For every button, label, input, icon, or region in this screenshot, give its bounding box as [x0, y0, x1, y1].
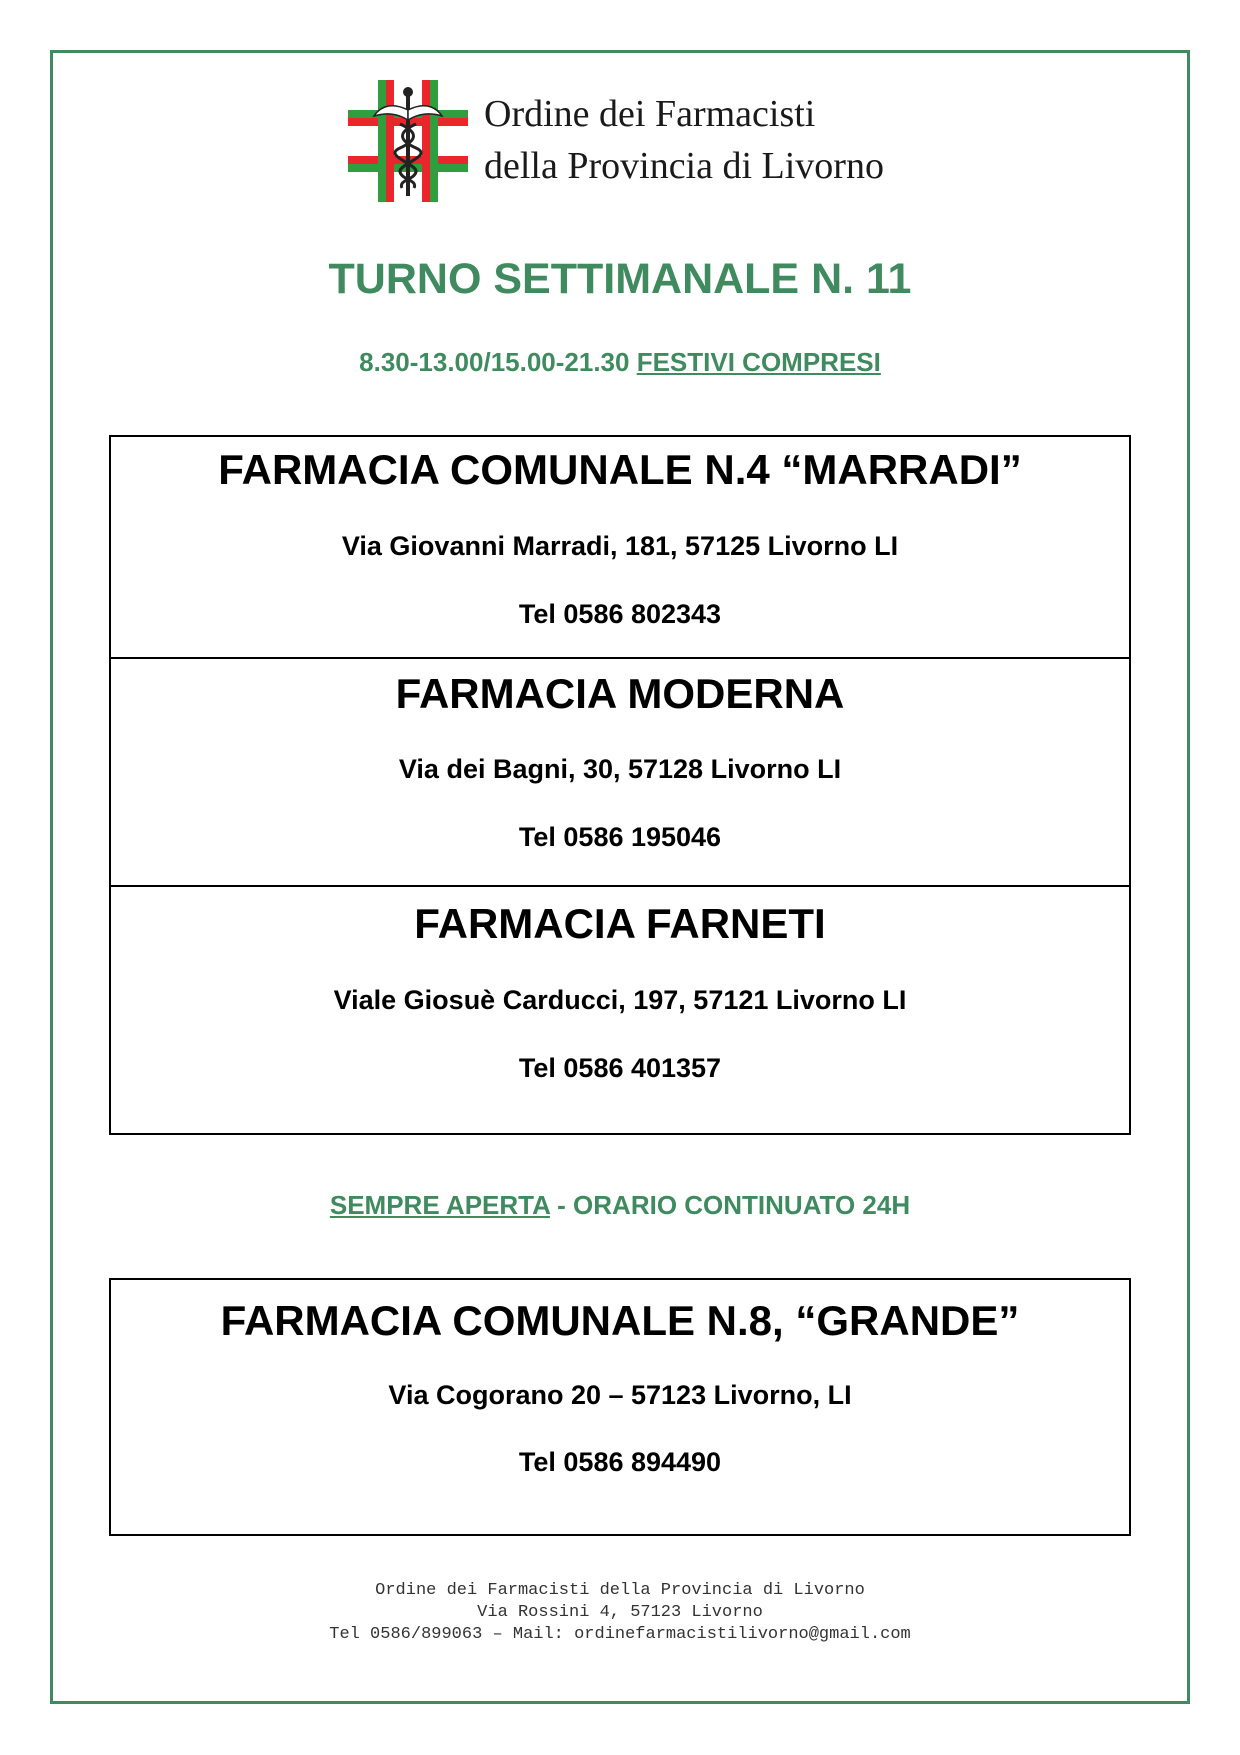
pharmacy-address: Via dei Bagni, 30, 57128 Livorno LI: [398, 754, 842, 784]
pharmacy-name: FARMACIA COMUNALE N.8, “GRANDE”: [220, 1297, 1020, 1344]
always-open-heading: [0, 1190, 1240, 1221]
pharmacy-name: FARMACIA COMUNALE N.4 “MARRADI”: [218, 446, 1022, 493]
hours-text: 8.30-13.00/15.00-21.30: [359, 347, 637, 377]
always-open-table: [109, 1278, 1131, 1536]
caduceus-cross-logo-icon: [348, 80, 468, 202]
org-name-line1: Ordine dei Farmacisti: [484, 93, 816, 135]
footer-contact: [0, 1580, 1240, 1646]
pharmacy-name: FARMACIA FARNETI: [414, 900, 826, 947]
pharmacy-entry: [111, 1280, 1129, 1533]
organization-name: [484, 88, 884, 192]
pharmacy-address: Viale Giosuè Carducci, 197, 57121 Livorno LI: [333, 985, 907, 1015]
always-open-label: SEMPRE APERTA: [329, 1190, 550, 1220]
pharmacy-phone: Tel 0586 894490: [518, 1447, 722, 1477]
pharmacy-name: FARMACIA MODERNA: [395, 670, 845, 717]
footer-contact-info: Tel 0586/899063 – Mail: ordinefarmacistilivorno@gmail.com: [329, 1625, 911, 1644]
pharmacy-address: Via Cogorano 20 – 57123 Livorno, LI: [388, 1380, 852, 1410]
pharmacy-phone: Tel 0586 802343: [518, 599, 722, 629]
footer-address: Via Rossini 4, 57123 Livorno: [477, 1603, 763, 1622]
footer-org-name: Ordine dei Farmacisti della Provincia di Livorno: [375, 1581, 865, 1600]
pharmacy-phone: Tel 0586 401357: [518, 1053, 722, 1083]
hours-holidays-note: FESTIVI COMPRESI: [636, 347, 881, 377]
pharmacy-entry: [111, 437, 1129, 659]
org-name-line2: della Provincia di Livorno: [484, 145, 884, 187]
pharmacy-entry: [111, 887, 1129, 1132]
header-logo: [348, 80, 908, 205]
opening-hours: [0, 347, 1240, 378]
always-open-hours: - ORARIO CONTINUATO 24H: [549, 1190, 911, 1220]
pharmacy-duty-table: [109, 435, 1131, 1135]
pharmacy-entry: [111, 659, 1129, 887]
pharmacy-address: Via Giovanni Marradi, 181, 57125 Livorno LI: [341, 531, 899, 561]
pharmacy-phone: Tel 0586 195046: [518, 822, 722, 852]
page-title: TURNO SETTIMANALE N. 11: [328, 255, 912, 303]
